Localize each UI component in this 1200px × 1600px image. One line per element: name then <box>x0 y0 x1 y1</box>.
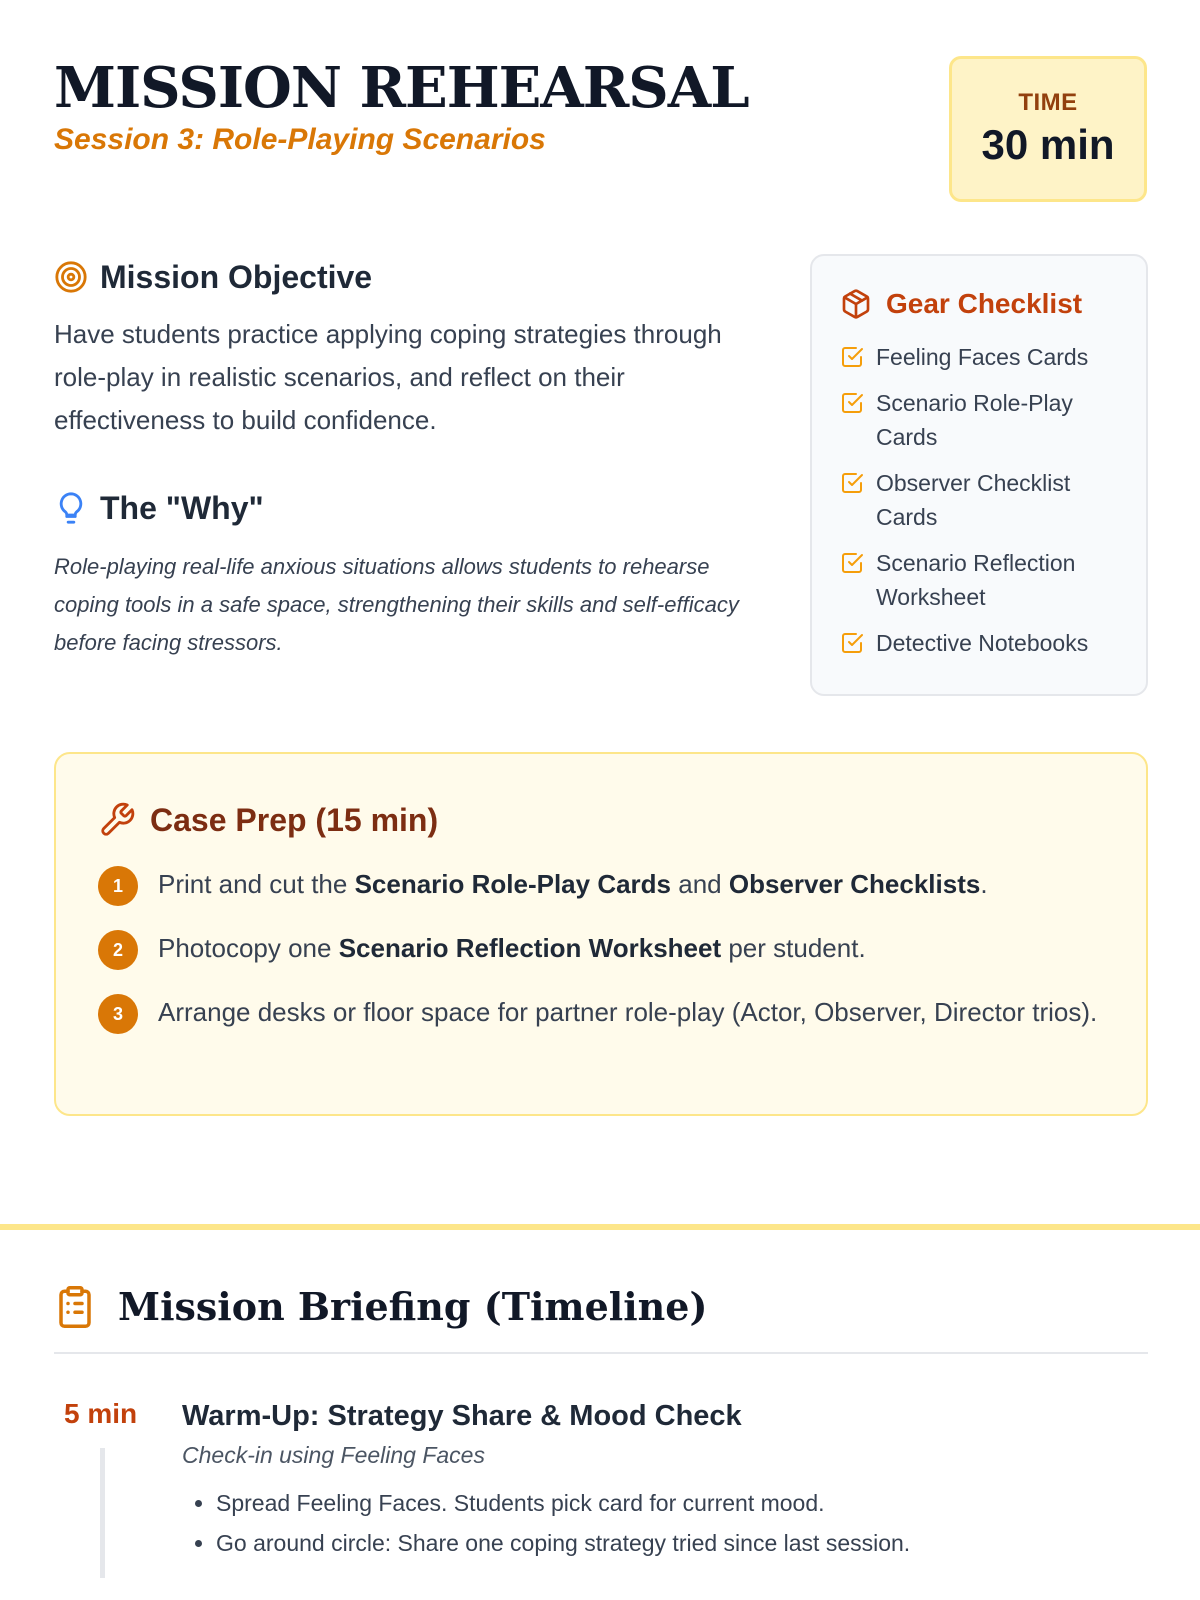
prep-step <box>98 992 1106 1034</box>
briefing-heading-row <box>54 1284 1148 1354</box>
gear-checklist-card <box>810 254 1148 696</box>
timeline-duration: 5 min <box>64 1398 138 1429</box>
gear-item-label: Feeling Faces Cards <box>876 344 1089 370</box>
timeline-subtitle: Check-in using Feeling Faces <box>182 1442 485 1468</box>
time-badge <box>949 56 1147 202</box>
why-text: Role-playing real-life anxious situations allows students to rehearse coping tools in a safe space, strengthening their skills and self-efficacy before facing stressors. <box>54 554 739 655</box>
package-icon <box>840 288 872 320</box>
gear-item <box>840 340 1124 374</box>
gear-item <box>840 626 1124 660</box>
time-value: 30 min <box>981 121 1115 168</box>
checkbox-icon <box>840 345 864 369</box>
timeline-rail <box>100 1448 105 1578</box>
step-number: 3 <box>98 994 138 1034</box>
page-title: MISSION REHEARSAL <box>54 55 749 121</box>
checkbox-icon <box>840 391 864 415</box>
timeline-body <box>182 1398 1142 1563</box>
gear-heading: Gear Checklist <box>886 288 1083 319</box>
clipboard-list-icon <box>54 1284 96 1330</box>
gear-heading-row <box>840 286 1124 322</box>
gear-item <box>840 386 1124 454</box>
timeline-title: Warm-Up: Strategy Share & Mood Check <box>182 1400 742 1432</box>
page-header <box>54 56 1147 202</box>
prep-step <box>98 928 1106 970</box>
gear-list <box>840 340 1124 660</box>
checkbox-icon <box>840 631 864 655</box>
prep-heading: Case Prep (15 min) <box>150 801 439 838</box>
objective-section <box>54 253 774 442</box>
timeline-bullet: • Go around circle: Share one coping strategy tried since last session. <box>216 1523 1142 1563</box>
prep-step <box>98 864 1106 906</box>
checkbox-icon <box>840 471 864 495</box>
why-section <box>54 484 774 662</box>
prep-heading-row <box>98 798 1106 842</box>
gear-item-label: Observer Checklist Cards <box>876 470 1071 530</box>
step-text: Arrange desks or floor space for partner role-play (Actor, Observer, Director trios). <box>158 997 1098 1027</box>
lightbulb-icon <box>54 491 88 525</box>
step-number: 2 <box>98 930 138 970</box>
step-number: 1 <box>98 866 138 906</box>
objective-text: Have students practice applying coping strategies through role-play in realistic scenarios, and reflect on their effectiveness to build confidence. <box>54 319 722 435</box>
gear-item <box>840 466 1124 534</box>
objective-heading-row <box>54 253 774 301</box>
why-heading: The "Why" <box>100 489 264 526</box>
target-icon <box>54 260 88 294</box>
checkbox-icon <box>840 551 864 575</box>
briefing-heading: Mission Briefing (Timeline) <box>118 1284 708 1329</box>
time-label: TIME <box>1018 89 1078 116</box>
page-subtitle: Session 3: Role-Playing Scenarios <box>54 123 546 156</box>
timeline-bullets <box>182 1483 1142 1563</box>
objective-heading: Mission Objective <box>100 258 373 295</box>
step-text: Print and cut the Scenario Role-Play Cards and Observer Checklists. <box>158 869 988 899</box>
case-prep-card <box>54 752 1148 1116</box>
timeline-item <box>54 1398 1148 1580</box>
gear-item-label: Scenario Reflection Worksheet <box>876 550 1076 610</box>
prep-steps <box>98 864 1106 1034</box>
why-heading-row <box>54 484 774 532</box>
step-text: Photocopy one Scenario Reflection Worksheet per student. <box>158 933 866 963</box>
wrench-icon <box>98 801 136 839</box>
gear-item-label: Detective Notebooks <box>876 630 1089 656</box>
gear-item <box>840 546 1124 614</box>
timeline-bullet: • Spread Feeling Faces. Students pick card for current mood. <box>216 1483 1142 1523</box>
gear-item-label: Scenario Role-Play Cards <box>876 390 1073 450</box>
section-divider <box>0 1224 1200 1230</box>
